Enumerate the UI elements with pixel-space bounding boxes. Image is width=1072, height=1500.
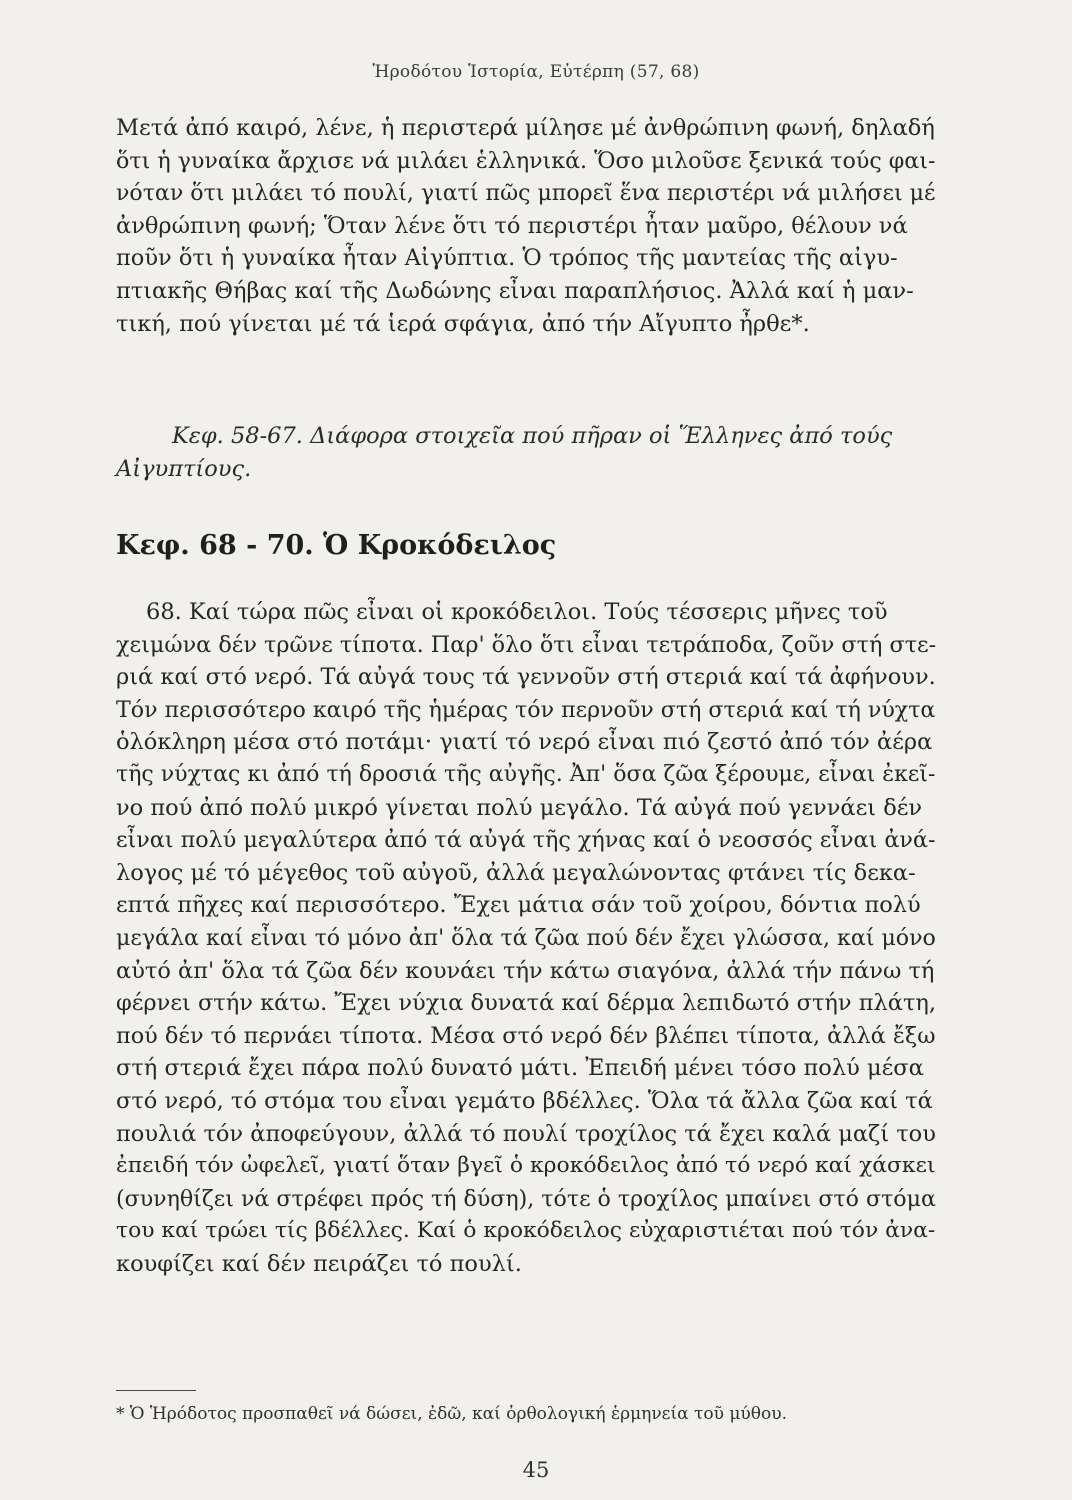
footnote-divider xyxy=(116,1390,196,1391)
running-header: Ἡροδότου Ἱστορία, Εὐτέρπη (57, 68) xyxy=(372,62,700,82)
text-line: τική, πού γίνεται μέ τά ἱερά σφάγια, ἀπό τήν Αἴγυπτο ἦρθε*. xyxy=(116,310,810,337)
paragraph-2 xyxy=(116,596,937,1280)
text-line: (συνηθίζει νά στρέφει πρός τή δύση), τότε ὁ τροχίλος μπαίνει στό στόμα xyxy=(116,1185,936,1212)
text-line: Μετά ἀπό καιρό, λένε, ἡ περιστερά μίλησε μέ ἀνθρώπινη φωνή, δηλαδή xyxy=(116,115,935,141)
text-line: στό νερό, τό στόμα του εἶναι γεμάτο βδέλλες. Ὅλα τά ἄλλα ζῶα καί τά xyxy=(116,1087,933,1114)
text-line: κουφίζει καί δέν πειράζει τό πουλί. xyxy=(116,1250,522,1277)
text-line: ἐπειδή τόν ὠφελεῖ, γιατί ὅταν βγεῖ ὁ κροκόδειλος ἀπό τό νερό καί χάσκει xyxy=(116,1153,936,1179)
text-line: νο πού ἀπό πολύ μικρό γίνεται πολύ μεγάλο. Τά αὐγά πού γεννάει δέν xyxy=(116,794,923,821)
text-line: μεγάλα καί εἶναι τό μόνο ἀπ' ὅλα τά ζῶα πού δέν ἔχει γλώσσα, καί μόνο xyxy=(116,924,936,951)
paragraph-1 xyxy=(116,112,936,340)
caption-line: Κεφ. 58-67. Διάφορα στοιχεῖα πού πῆραν οἱ Ἕλληνες ἀπό τούς xyxy=(172,423,893,449)
section-heading: Κεφ. 68 - 70. Ὁ Κροκόδειλος xyxy=(116,530,557,561)
text-line: Τόν περισσότερο καιρό τῆς ἡμέρας τόν περνοῦν στή στεριά καί τή νύχτα xyxy=(116,696,936,723)
text-line: 68. Καί τώρα πῶς εἶναι οἱ κροκόδειλοι. Τούς τέσσερις μῆνες τοῦ xyxy=(146,599,888,625)
text-line: νόταν ὅτι μιλάει τό πουλί, γιατί πῶς μπορεῖ ἕνα περιστέρι νά μιλήσει μέ xyxy=(116,180,936,207)
text-line: στή στεριά ἔχει πάρα πολύ δυνατό μάτι. Ἐπειδή μένει τόσο πολύ μέσα xyxy=(116,1055,924,1082)
text-line: πού δέν τό περνάει τίποτα. Μέσα στό νερό δέν βλέπει τίποτα, ἀλλά ἔξω xyxy=(116,1022,936,1049)
text-line: πουλιά τόν ἀποφεύγουν, ἀλλά τό πουλί τροχίλος τά ἔχει καλά μαζί του xyxy=(116,1120,936,1147)
text-line: χειμώνα δέν τρῶνε τίποτα. Παρ' ὅλο ὅτι εἶναι τετράποδα, ζοῦν στή στε- xyxy=(116,631,937,658)
text-line: πτιακῆς Θήβας καί τῆς Δωδώνης εἶναι παραπλήσιος. Ἀλλά καί ἡ μαν- xyxy=(116,277,914,304)
caption-line: Αἰγυπτίους. xyxy=(116,456,252,482)
text-line: τῆς νύχτας κι ἀπό τή δροσιά τῆς αὐγῆς. Ἀπ' ὅσα ζῶα ξέρουμε, εἶναι ἐκεῖ- xyxy=(116,761,936,787)
text-line: ριά καί στό νερό. Τά αὐγά τους τά γεννοῦν στή στεριά καί τά ἀφήνουν. xyxy=(116,664,936,691)
text-line: επτά πῆχες καί περισσότερο. Ἔχει μάτια σάν τοῦ χοίρου, δόντια πολύ xyxy=(116,892,921,919)
chapter-summary-caption xyxy=(116,420,916,486)
text-line: ὅτι ἡ γυναίκα ἄρχισε νά μιλάει ἑλληνικά. Ὅσο μιλοῦσε ξενικά τούς φαι- xyxy=(116,147,936,174)
text-line: του καί τρώει τίς βδέλλες. Καί ὁ κροκόδειλος εὐχαριστιέται πού τόν ἀνα- xyxy=(116,1218,936,1244)
footnote: * Ὁ Ἡρόδοτος προσπαθεῖ νά δώσει, ἐδῶ, καί ὀρθολογική ἑρμηνεία τοῦ μύθου. xyxy=(116,1404,787,1424)
text-line: αὐτό ἀπ' ὅλα τά ζῶα δέν κουνάει τήν κάτω σιαγόνα, ἀλλά τήν πάνω τή xyxy=(116,957,935,984)
text-line: φέρνει στήν κάτω. Ἔχει νύχια δυνατά καί δέρμα λεπιδωτό στήν πλάτη, xyxy=(116,990,937,1017)
text-line: ὁλόκληρη μέσα στό ποτάμι· γιατί τό νερό εἶναι πιό ζεστό ἀπό τόν ἀέρα xyxy=(116,729,933,756)
text-line: ἀνθρώπινη φωνή; Ὅταν λένε ὅτι τό περιστέρι ἦταν μαῦρο, θέλουν νά xyxy=(116,212,908,239)
text-line: ποῦν ὅτι ἡ γυναίκα ἦταν Αἰγύπτια. Ὁ τρόπος τῆς μαντείας τῆς αἰγυ- xyxy=(116,245,898,272)
page-number: 45 xyxy=(522,1458,550,1482)
text-line: λογος μέ τό μέγεθος τοῦ αὐγοῦ, ἀλλά μεγαλώνοντας φτάνει τίς δεκα- xyxy=(116,859,916,886)
text-line: εἶναι πολύ μεγαλύτερα ἀπό τά αὐγά τῆς χήνας καί ὁ νεοσσός εἶναι ἀνά- xyxy=(116,827,936,854)
